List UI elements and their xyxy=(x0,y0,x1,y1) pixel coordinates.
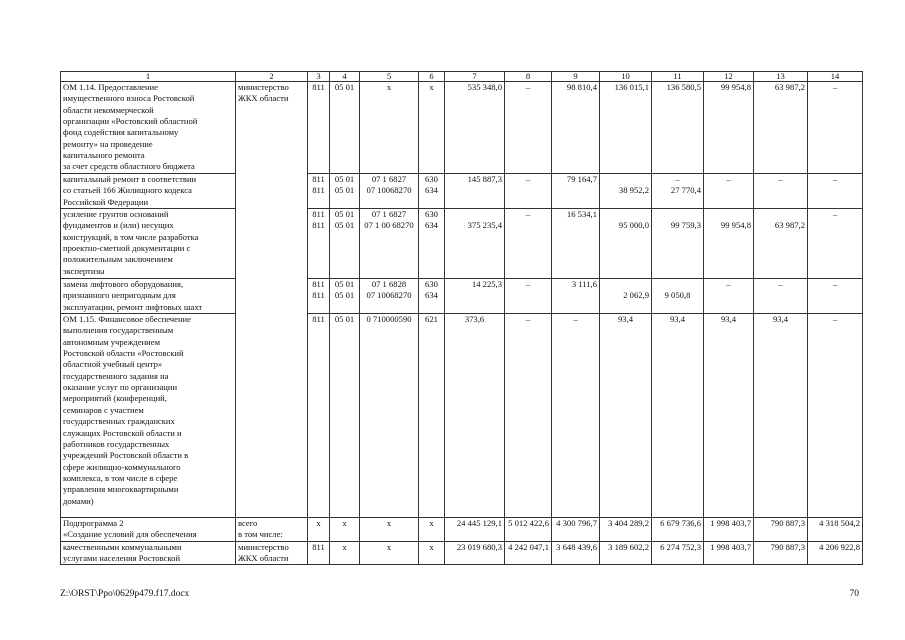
cell-y2023: 1 998 403,7 xyxy=(704,541,754,565)
cell-grbs: 811 811 xyxy=(308,174,330,209)
cell-grbs: 811 xyxy=(308,314,330,518)
header-cell: 4 xyxy=(330,72,360,82)
cell-y2022: 6 679 736,6 xyxy=(652,518,704,542)
header-cell: 14 xyxy=(808,72,863,82)
table-row-capital-repair xyxy=(61,174,863,209)
cell-y2021: 2 062,9 xyxy=(600,279,652,314)
cell-csr: 07 1 6828 07 10068270 xyxy=(360,279,419,314)
cell-csr: х xyxy=(360,82,419,174)
cell-rzpr: 05 01 xyxy=(330,314,360,518)
header-cell: 7 xyxy=(445,72,505,82)
cell-y2022: – 27 770,4 xyxy=(652,174,704,209)
cell-total: 535 348,0 xyxy=(445,82,505,174)
cell-y2024: – xyxy=(754,279,808,314)
cell-y2025: – xyxy=(808,279,863,314)
cell-grbs: 811 811 xyxy=(308,209,330,279)
header-cell: 13 xyxy=(754,72,808,82)
row-name: капитальный ремонт в соответствии со статьей 166 Жилищного кодекса Российской Федерации xyxy=(61,174,236,209)
cell-y2020: 3 111,6 xyxy=(552,279,600,314)
cell-y2019: – xyxy=(505,174,552,209)
cell-total: 23 019 680,3 xyxy=(445,541,505,565)
cell-y2023: – xyxy=(704,174,754,209)
cell-vr: х xyxy=(419,518,445,542)
cell-total: 14 225,3 xyxy=(445,279,505,314)
row-name: усиление грунтов оснований фундаментов и (или) несущих конструкций, в том числе разработка проектно-сметной документации с положительным заключением экспертизы xyxy=(61,209,236,279)
cell-y2021: 93,4 xyxy=(600,314,652,518)
table-row-subprogram2-ministry xyxy=(61,541,863,565)
cell-csr: 07 1 6827 07 1 00 68270 xyxy=(360,209,419,279)
cell-grbs: 811 xyxy=(308,541,330,565)
cell-rzpr: х xyxy=(330,518,360,542)
cell-y2020: 3 648 439,6 xyxy=(552,541,600,565)
cell-y2025: 4 206 922,8 xyxy=(808,541,863,565)
header-row xyxy=(61,72,863,82)
cell-y2019: – xyxy=(505,279,552,314)
page-number: 70 xyxy=(849,589,859,599)
header-cell: 1 xyxy=(61,72,236,82)
cell-vr: 630 634 xyxy=(419,174,445,209)
cell-csr: 07 1 6827 07 10068270 xyxy=(360,174,419,209)
cell-y2022: 136 580,5 xyxy=(652,82,704,174)
cell-y2022: 6 274 752,3 xyxy=(652,541,704,565)
cell-y2020: 4 300 796,7 xyxy=(552,518,600,542)
header-cell: 8 xyxy=(505,72,552,82)
cell-vr: х xyxy=(419,82,445,174)
cell-y2023: 93,4 xyxy=(704,314,754,518)
cell-vr: х xyxy=(419,541,445,565)
cell-grbs: 811 811 xyxy=(308,279,330,314)
cell-total: 373,6 xyxy=(445,314,505,518)
cell-y2025: – xyxy=(808,82,863,174)
executor-cell: министерство ЖКХ области xyxy=(236,541,308,565)
cell-y2025: – xyxy=(808,209,863,279)
cell-y2021: 3 189 602,2 xyxy=(600,541,652,565)
cell-y2019: 5 012 422,6 xyxy=(505,518,552,542)
cell-vr: 630 634 xyxy=(419,209,445,279)
table-row-om115 xyxy=(61,314,863,518)
cell-csr: х xyxy=(360,541,419,565)
cell-vr: 621 xyxy=(419,314,445,518)
header-cell: 3 xyxy=(308,72,330,82)
budget-table xyxy=(60,71,863,565)
table-row-om114 xyxy=(61,82,863,174)
cell-y2024: 93,4 xyxy=(754,314,808,518)
cell-y2021: 38 952,2 xyxy=(600,174,652,209)
cell-y2020: 98 810,4 xyxy=(552,82,600,174)
row-name: качественными коммунальными услугами населения Ростовской xyxy=(61,541,236,565)
cell-y2019: 4 242 047,1 xyxy=(505,541,552,565)
cell-y2025: 4 318 504,2 xyxy=(808,518,863,542)
header-cell: 6 xyxy=(419,72,445,82)
cell-rzpr: х xyxy=(330,541,360,565)
cell-y2023: – xyxy=(704,279,754,314)
cell-y2024: 790 887,3 xyxy=(754,518,808,542)
row-name: ОМ 1.15. Финансовое обеспечение выполнения государственным автономным учреждением Ростовской области «Ростовский областной учебный центр» государственного задания на оказание услуг по организации мероприятий (конференций, семинаров с участием государственных гражданских служащих Ростовской области и работников государственных учреждений Ростовской области в сфере жилищно-коммунального комплекса, в том числе в сфере управления многоквартирными домами) xyxy=(61,314,236,518)
executor-cell: всего в том числе: xyxy=(236,518,308,542)
cell-y2023: 99 954,8 xyxy=(704,209,754,279)
cell-y2021: 136 015,1 xyxy=(600,82,652,174)
row-name: ОМ 1.14. Предоставление имущественного взноса Ростовской области некоммерческой организации «Ростовский областной фонд содействия капитальному ремонту» на проведение капитального ремонта за счет средств областного бюджета xyxy=(61,82,236,174)
cell-total: 375 235,4 xyxy=(445,209,505,279)
cell-y2022: 9 050,8 xyxy=(652,279,704,314)
cell-y2022: 99 759,3 xyxy=(652,209,704,279)
cell-y2023: 99 954,8 xyxy=(704,82,754,174)
row-name: Подпрограмма 2 «Создание условий для обеспечения xyxy=(61,518,236,542)
cell-y2022: 93,4 xyxy=(652,314,704,518)
header-cell: 5 xyxy=(360,72,419,82)
header-cell: 11 xyxy=(652,72,704,82)
cell-y2024: 790 887,3 xyxy=(754,541,808,565)
table-row-subprogram2-total xyxy=(61,518,863,542)
cell-rzpr: 05 01 05 01 xyxy=(330,174,360,209)
cell-y2024: 63 987,2 xyxy=(754,209,808,279)
cell-grbs: х xyxy=(308,518,330,542)
cell-grbs: 811 xyxy=(308,82,330,174)
cell-y2020: – xyxy=(552,314,600,518)
table-row-lift xyxy=(61,279,863,314)
header-cell: 9 xyxy=(552,72,600,82)
cell-rzpr: 05 01 05 01 xyxy=(330,279,360,314)
cell-y2020: 16 534,1 xyxy=(552,209,600,279)
cell-y2019: – xyxy=(505,209,552,279)
cell-y2021: 3 404 289,2 xyxy=(600,518,652,542)
cell-y2025: – xyxy=(808,174,863,209)
cell-y2024: – xyxy=(754,174,808,209)
cell-y2025: – xyxy=(808,314,863,518)
cell-vr: 630 634 xyxy=(419,279,445,314)
header-cell: 10 xyxy=(600,72,652,82)
cell-total: 24 445 129,1 xyxy=(445,518,505,542)
cell-y2024: 63 987,2 xyxy=(754,82,808,174)
cell-y2019: – xyxy=(505,82,552,174)
cell-y2020: 79 164,7 xyxy=(552,174,600,209)
cell-total: 145 887,3 xyxy=(445,174,505,209)
cell-y2019: – xyxy=(505,314,552,518)
cell-rzpr: 05 01 xyxy=(330,82,360,174)
footer-file-path: Z:\ORST\Ppo\0629p479.f17.docx xyxy=(60,589,190,599)
cell-y2021: 95 000,0 xyxy=(600,209,652,279)
cell-csr: х xyxy=(360,518,419,542)
cell-csr: 0 710000590 xyxy=(360,314,419,518)
row-name: замена лифтового оборудования, признанного непригодным для эксплуатации, ремонт лифтовых шахт xyxy=(61,279,236,314)
cell-rzpr: 05 01 05 01 xyxy=(330,209,360,279)
executor-cell: министерство ЖКХ области xyxy=(236,82,308,518)
cell-y2023: 1 998 403,7 xyxy=(704,518,754,542)
header-cell: 2 xyxy=(236,72,308,82)
header-cell: 12 xyxy=(704,72,754,82)
table-row-foundation xyxy=(61,209,863,279)
